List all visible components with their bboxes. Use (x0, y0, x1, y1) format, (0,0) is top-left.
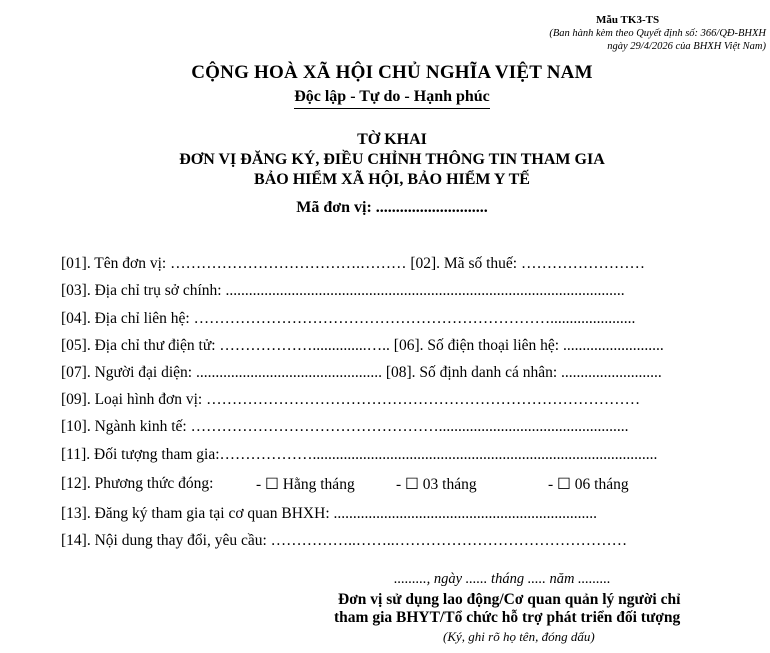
motto (0, 88, 770, 109)
field-05-email[interactable]: [05]. Địa chỉ thư điện tử: ………………..............….. (61, 337, 394, 354)
motto-text: Độc lập - Tự do - Hạnh phúc (294, 88, 490, 109)
field-03-head-office-address[interactable]: [03]. Địa chỉ trụ sở chính: ....................................................................................................... (61, 282, 625, 299)
field-07-representative[interactable]: [07]. Người đại diện: ................................................ (61, 364, 386, 381)
signature-role-line2: tham gia BHYT/Tổ chức hỗ trợ phát triển đối tượng (334, 609, 681, 626)
field-12-payment-method-label: [12]. Phương thức đóng: (61, 475, 214, 492)
signature-note: (Ký, ghi rõ họ tên, đóng dấu) (443, 629, 595, 644)
field-11-participant-type[interactable]: [11]. Đối tượng tham gia:………………......................................................................................... (61, 446, 658, 463)
form-code: Mẫu TK3-TS (596, 14, 660, 26)
unit-code-field[interactable]: Mã đơn vị: ............................ (296, 199, 488, 216)
field-row-01-02 (61, 255, 645, 273)
field-06-phone[interactable]: [06]. Số điện thoại liên hệ: .......................... (393, 337, 664, 354)
field-09-unit-type[interactable]: [09]. Loại hình đơn vị: ………………………………………………………………………… (61, 391, 641, 408)
field-13-social-insurance-office[interactable]: [13]. Đăng ký tham gia tại cơ quan BHXH: .................................................................... (61, 505, 597, 522)
payment-option-quarterly[interactable]: - ☐ 03 tháng (396, 476, 477, 493)
payment-option-monthly[interactable]: - ☐ Hằng tháng (256, 476, 355, 493)
field-row-07-08 (61, 364, 662, 382)
field-02-tax-code[interactable]: [02]. Mã số thuế: …………………… (406, 255, 645, 272)
form-subtitle-line2: BẢO HIỂM XÃ HỘI, BẢO HIỂM Y TẾ (254, 171, 530, 188)
field-14-change-content[interactable]: [14]. Nội dung thay đổi, yêu cầu: ……………..……..……………………………………… (61, 532, 628, 549)
signature-date: ........., ngày ...... tháng ..... năm ......... (394, 571, 611, 587)
field-row-05-06 (61, 337, 664, 355)
field-10-economic-sector[interactable]: [10]. Ngành kinh tế: …………………………………………................................................. (61, 418, 629, 435)
signature-role-line1: Đơn vị sử dụng lao động/Cơ quan quản lý người chỉ (338, 591, 681, 608)
issued-note-line1: (Ban hành kèm theo Quyết định số: 366/QĐ-BHXH (549, 28, 766, 39)
form-subtitle-line1: ĐƠN VỊ ĐĂNG KÝ, ĐIỀU CHỈNH THÔNG TIN THAM GIA (179, 151, 605, 168)
payment-option-semiannual[interactable]: - ☐ 06 tháng (548, 476, 629, 493)
issued-note (500, 27, 766, 53)
field-01-unit-name[interactable]: [01]. Tên đơn vị: ……………………………….……… (61, 255, 407, 272)
form-title: TỜ KHAI (357, 131, 427, 148)
issued-note-line2: ngày 29/4/2026 của BHXH Việt Nam) (607, 41, 766, 52)
field-08-personal-id[interactable]: [08]. Số định danh cá nhân: .......................... (385, 364, 662, 381)
field-04-contact-address[interactable]: [04]. Địa chỉ liên hệ: ……………………………………………………………...................... (61, 310, 636, 327)
national-title: CỘNG HOÀ XÃ HỘI CHỦ NGHĨA VIỆT NAM (191, 62, 593, 83)
